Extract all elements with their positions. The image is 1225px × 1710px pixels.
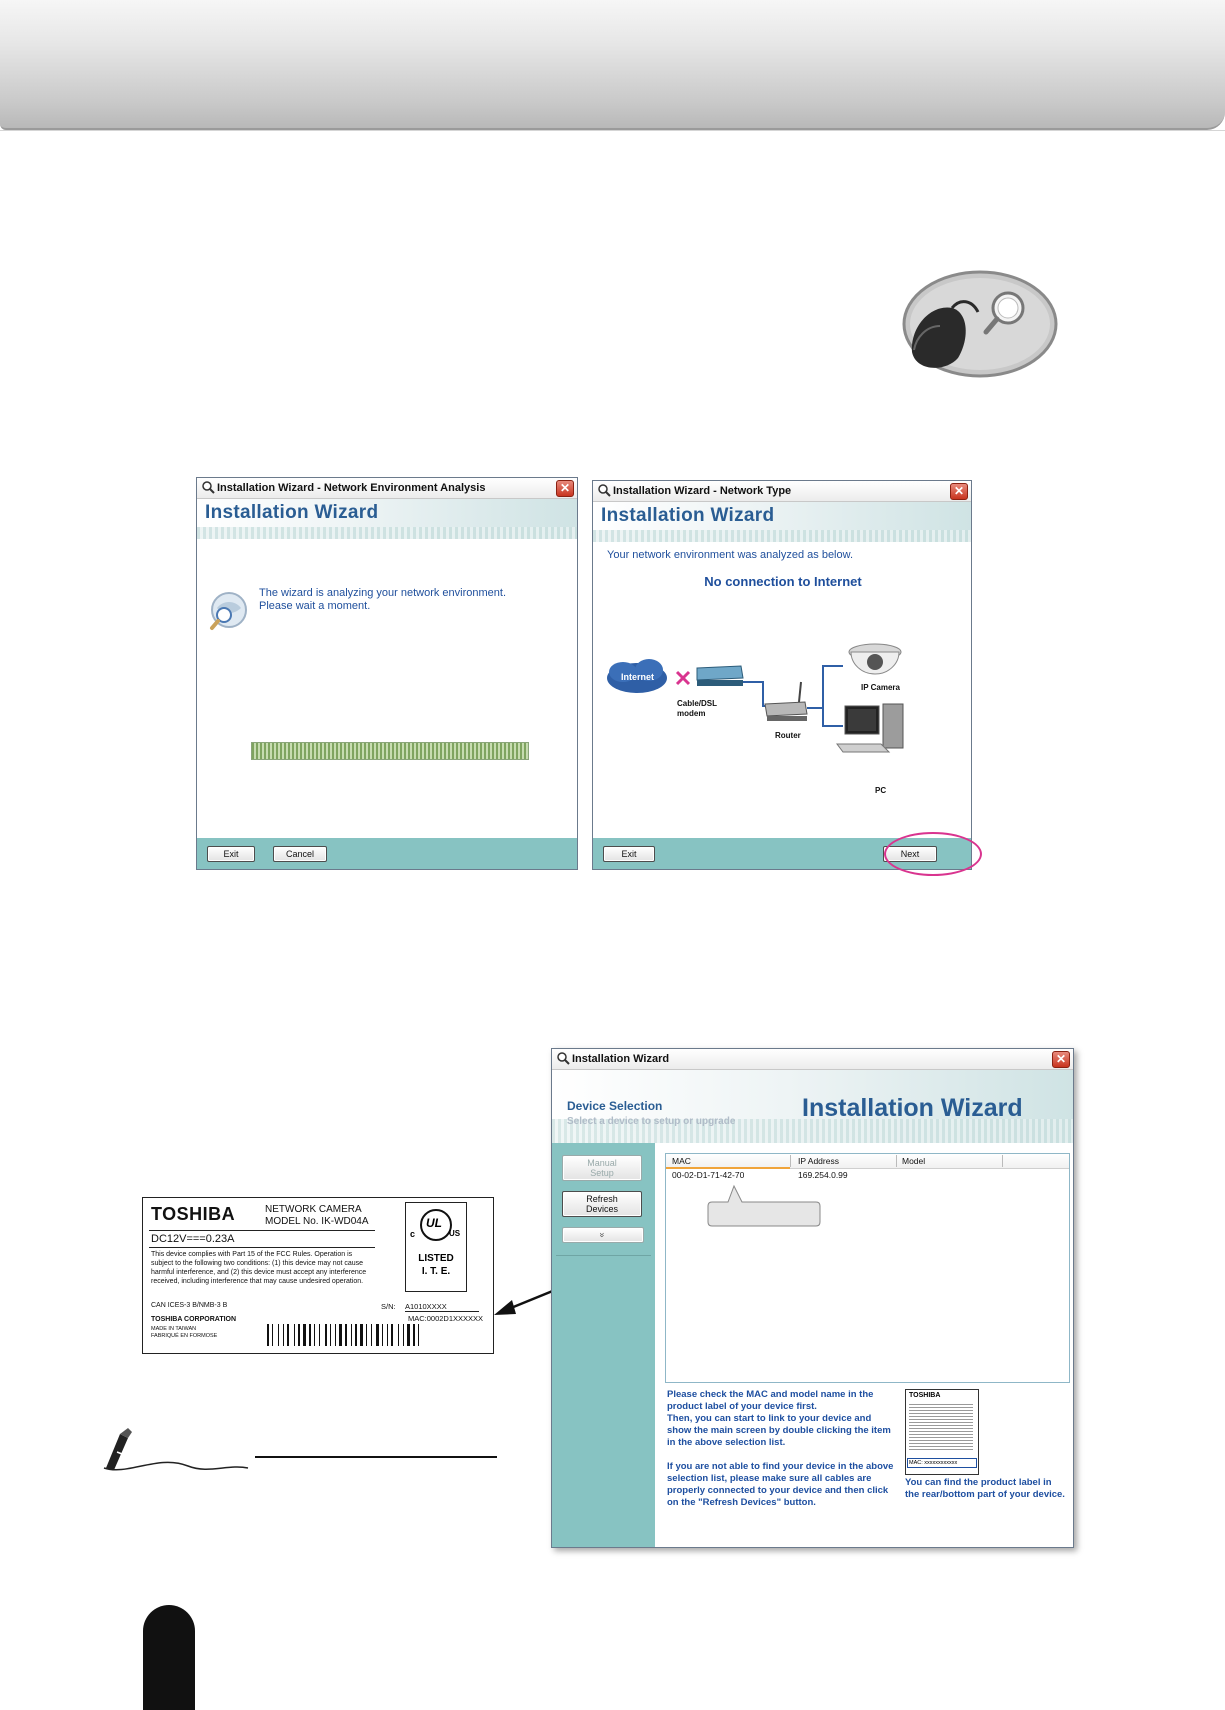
device-selection-section-title: Device Selection — [567, 1099, 663, 1113]
ul-ite-text: I. T. E. — [421, 1266, 451, 1277]
analysis-message-line2: Please wait a moment. — [259, 600, 371, 612]
label-barcode — [267, 1324, 485, 1346]
analysis-window-title: Installation Wizard - Network Environment Analysis — [217, 482, 486, 494]
sidebar-divider — [556, 1255, 651, 1256]
router-icon — [765, 682, 807, 721]
mini-product-label — [905, 1389, 979, 1475]
table-row[interactable] — [666, 1170, 1069, 1182]
modem-icon — [697, 666, 743, 686]
mini-label-brand: TOSHIBA — [909, 1392, 941, 1399]
network-status: No connection to Internet — [704, 574, 862, 589]
analysis-cancel-button[interactable]: Cancel — [273, 846, 327, 862]
refresh-devices-label-1: Refresh — [586, 1194, 618, 1204]
label-corp: TOSHIBA CORPORATION — [151, 1316, 237, 1323]
analysis-exit-button[interactable]: Exit — [207, 846, 255, 862]
analysis-banner — [197, 499, 577, 539]
modem-label-line2: modem — [677, 709, 706, 718]
chevron-down-icon: » — [597, 1232, 608, 1238]
help-text-3: If you are not able to find your device in the above selection list, please make sure all cables are properly connected to your device and then click on the "Refresh Devices" button. — [667, 1461, 894, 1508]
analysis-progress-bar — [251, 742, 529, 760]
pc-icon — [837, 704, 903, 752]
disconnected-x-icon — [677, 672, 689, 684]
network-type-banner — [593, 502, 971, 542]
label-brand: TOSHIBA — [151, 1204, 236, 1224]
refresh-devices-label-2: Devices — [585, 1204, 618, 1214]
analyzing-globe-icon — [207, 590, 251, 634]
analysis-message-line1: The wizard is analyzing your network environment. — [259, 587, 507, 599]
row-mac: 00-02-D1-71-42-70 — [672, 1170, 745, 1180]
help-text-1: Please check the MAC and model name in the product label of your device first. — [667, 1389, 874, 1412]
network-type-banner-title: Installation Wizard — [601, 505, 775, 526]
device-selection-header — [552, 1070, 1073, 1143]
row-ip: 169.254.0.99 — [798, 1170, 848, 1180]
column-header-ip[interactable]: IP Address — [798, 1156, 839, 1166]
internet-label: Internet — [621, 672, 655, 682]
ul-us-text: US — [449, 1229, 461, 1238]
expand-more-button[interactable] — [562, 1227, 644, 1243]
column-header-mac[interactable]: MAC — [672, 1156, 691, 1166]
label-product-line2: MODEL No. IK-WD04A — [265, 1216, 369, 1227]
analysis-progress-fill — [252, 743, 528, 759]
pc-label: PC — [875, 786, 887, 795]
page-number-tab — [143, 1605, 195, 1710]
label-location-hint: You can find the product label in the rear/bottom part of your device. — [905, 1477, 1065, 1500]
analyzed-text: Your network environment was analyzed as below. — [607, 549, 854, 561]
manual-setup-button[interactable] — [562, 1155, 642, 1181]
analysis-wizard-window — [196, 477, 578, 870]
mini-label-mac: MAC: xxxxxxxxxxxx — [907, 1458, 977, 1468]
ul-listed-text: LISTED — [418, 1253, 454, 1264]
label-product-line1: NETWORK CAMERA — [265, 1204, 362, 1215]
mouse-search-badge-icon — [900, 268, 1060, 380]
column-header-model[interactable]: Model — [902, 1156, 926, 1166]
ul-text: UL — [426, 1216, 442, 1230]
network-type-window-title: Installation Wizard - Network Type — [613, 485, 792, 497]
ul-listed-mark — [405, 1202, 467, 1292]
device-selection-banner-title: Installation Wizard — [802, 1094, 1023, 1122]
label-rule-1 — [149, 1230, 375, 1231]
refresh-devices-button[interactable] — [562, 1191, 642, 1217]
wizard-magnifier-icon — [201, 480, 215, 494]
device-selection-close-button[interactable]: ✕ — [1052, 1051, 1070, 1068]
ul-c-text: c — [410, 1229, 416, 1239]
pen-note-icon — [98, 1424, 258, 1474]
analysis-banner-title: Installation Wizard — [205, 502, 379, 523]
analysis-footer — [197, 838, 577, 869]
router-label: Router — [775, 731, 801, 740]
wizard-magnifier-icon — [597, 483, 611, 497]
manual-setup-label-1: Manual — [587, 1158, 617, 1168]
network-type-next-button[interactable]: Next — [883, 846, 937, 862]
label-power: DC12V===0.23A — [151, 1233, 235, 1245]
network-type-wizard-window — [592, 480, 972, 870]
note-rule — [255, 1456, 497, 1458]
network-type-close-button[interactable]: ✕ — [950, 483, 968, 500]
network-type-titlebar — [593, 481, 971, 502]
manual-setup-label-2: Setup — [590, 1168, 614, 1178]
device-selection-sidebar — [552, 1143, 655, 1547]
analysis-titlebar — [197, 478, 577, 499]
device-list-header — [666, 1154, 1069, 1169]
network-diagram — [593, 616, 972, 796]
header-divider — [0, 130, 1225, 131]
help-text-2: Then, you can start to link to your device and show the main screen by double clicking the item in the above selection list. — [667, 1413, 891, 1448]
product-label — [142, 1197, 494, 1354]
ip-camera-icon — [849, 644, 901, 674]
wizard-magnifier-icon — [556, 1051, 570, 1065]
ip-camera-label: IP Camera — [861, 683, 900, 692]
device-selection-titlebar — [552, 1049, 1073, 1070]
label-mac: MAC:0002D1XXXXXX — [408, 1314, 484, 1323]
modem-label-line1: Cable/DSL — [677, 699, 718, 708]
device-list — [665, 1153, 1070, 1383]
label-fcc-text: This device complies with Part 15 of the FCC Rules. Operation is subject to the following two conditions: (1) this device may not cause harmful interference, and (2) this device must accept any interference received, including interference that may cause undesired operation. — [151, 1251, 367, 1285]
mac-callout-bubble — [706, 1184, 826, 1228]
analysis-close-button[interactable]: ✕ — [556, 480, 574, 497]
device-selection-section-subtitle: Select a device to setup or upgrade — [567, 1116, 736, 1127]
device-selection-main — [655, 1143, 1073, 1547]
label-sn-value: A1010XXXX — [405, 1302, 479, 1312]
label-made-in-1: MADE IN TAIWAN — [151, 1326, 197, 1332]
page-header-band — [0, 0, 1225, 130]
network-type-exit-button[interactable]: Exit — [603, 846, 655, 862]
label-made-in-2: FABRIQUÉ EN FORMOSE — [151, 1333, 218, 1339]
label-sn-label: S/N: — [381, 1302, 396, 1311]
device-selection-window-title: Installation Wizard — [572, 1053, 670, 1065]
device-selection-window — [551, 1048, 1074, 1548]
label-rule-2 — [149, 1247, 375, 1248]
next-button-highlight — [884, 832, 982, 876]
label-ices: CAN ICES-3 B/NMB-3 B — [151, 1302, 228, 1309]
